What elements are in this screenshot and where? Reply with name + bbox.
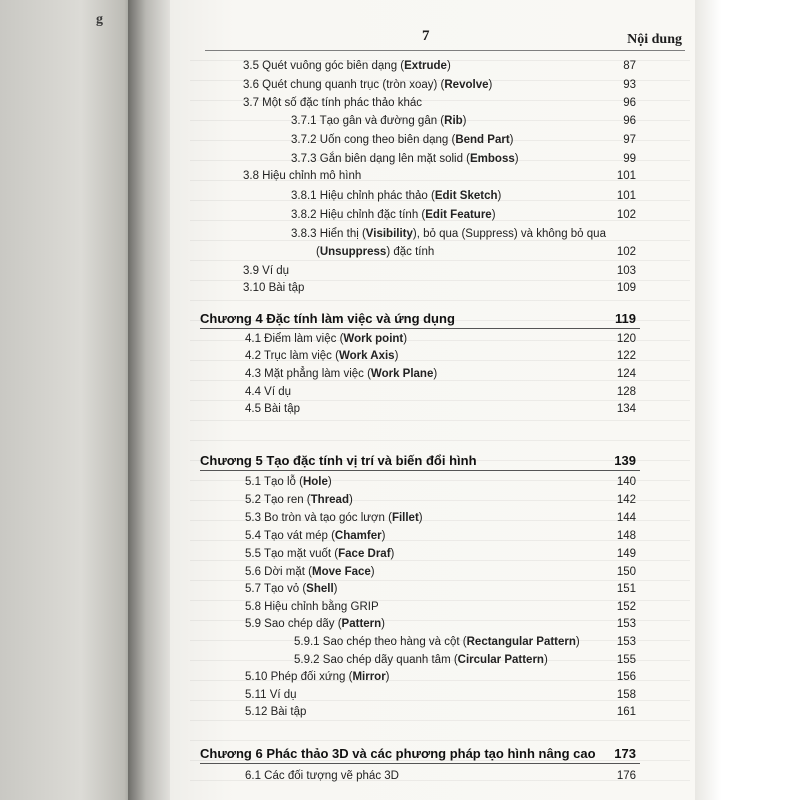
toc-page-number: 158 bbox=[616, 689, 636, 701]
page-edge bbox=[695, 0, 800, 800]
toc-page-number: 122 bbox=[616, 350, 636, 362]
toc-entry: 4.3 Mặt phẳng làm việc (Work Plane) bbox=[245, 368, 438, 380]
toc-entry: 5.12 Bài tập bbox=[245, 706, 307, 718]
toc-entry: 3.7.2 Uốn cong theo biên dạng (Bend Part) bbox=[291, 134, 514, 146]
header-rule bbox=[205, 50, 685, 51]
toc-entry: 4.4 Ví dụ bbox=[245, 386, 292, 398]
toc-entry: 5.9 Sao chép dãy (Pattern) bbox=[245, 618, 386, 630]
chapter-title: Chương 6 Phác thảo 3D và các phương pháp tạo hình nâng cao bbox=[200, 746, 596, 761]
toc-entry: 5.8 Hiệu chỉnh bằng GRIP bbox=[245, 601, 379, 613]
toc-entry: 3.8.1 Hiệu chỉnh phác thảo (Edit Sketch) bbox=[291, 190, 502, 202]
toc-page-number: 101 bbox=[616, 170, 636, 182]
toc-page-number: 128 bbox=[616, 386, 636, 398]
toc-entry: 3.9 Ví dụ bbox=[243, 265, 290, 277]
toc-page-number: 144 bbox=[616, 512, 636, 524]
chapter-page-number: 139 bbox=[614, 453, 636, 468]
toc-entry: 5.1 Tạo lỗ (Hole) bbox=[245, 476, 332, 488]
toc-page-number: 109 bbox=[616, 282, 636, 294]
toc-page-number: 148 bbox=[616, 530, 636, 542]
toc-page-number: 96 bbox=[623, 115, 636, 127]
toc-page-number: 150 bbox=[616, 566, 636, 578]
chapter-page-number: 173 bbox=[614, 746, 636, 761]
toc-entry: 5.9.1 Sao chép theo hàng và cột (Rectangular Pattern) bbox=[294, 636, 580, 648]
toc-page-number: 102 bbox=[616, 209, 636, 221]
toc-entry: 5.2 Tạo ren (Thread) bbox=[245, 494, 353, 506]
toc-page-number: 134 bbox=[616, 403, 636, 415]
toc-page-number: 120 bbox=[616, 333, 636, 345]
chapter-rule bbox=[200, 328, 640, 329]
toc-page-number: 87 bbox=[623, 60, 636, 72]
chapter-rule bbox=[200, 470, 640, 471]
toc-entry: 3.7.1 Tạo gân và đường gân (Rib) bbox=[291, 115, 467, 127]
toc-entry: 5.5 Tạo mặt vuốt (Face Draf) bbox=[245, 548, 395, 560]
toc-entry: 3.7.3 Gắn biên dạng lên mặt solid (Emboss) bbox=[291, 153, 519, 165]
toc-page-number: 102 bbox=[616, 246, 636, 258]
toc-page-number: 149 bbox=[616, 548, 636, 560]
toc-page-number: 97 bbox=[623, 134, 636, 146]
toc-entry: 4.5 Bài tập bbox=[245, 403, 300, 415]
page-header-title: Nội dung bbox=[627, 32, 682, 47]
chapter-title: Chương 5 Tạo đặc tính vị trí và biến đổi hình bbox=[200, 453, 477, 468]
toc-entry: 5.3 Bo tròn và tạo góc lượn (Fillet) bbox=[245, 512, 423, 524]
toc-entry: 4.1 Điểm làm việc (Work point) bbox=[245, 333, 408, 345]
toc-page-number: 153 bbox=[616, 636, 636, 648]
chapter-title: Chương 4 Đặc tính làm việc và ứng dụng bbox=[200, 311, 455, 326]
toc-page-number: 155 bbox=[616, 654, 636, 666]
toc-entry: 3.8.2 Hiệu chỉnh đặc tính (Edit Feature) bbox=[291, 209, 496, 221]
toc-entry: 5.9.2 Sao chép dãy quanh tâm (Circular Pattern) bbox=[294, 654, 548, 666]
toc-page-number: 152 bbox=[616, 601, 636, 613]
toc-entry: 3.6 Quét chung quanh trục (tròn xoay) (Revolve) bbox=[243, 79, 493, 91]
toc-entry: 3.10 Bài tập bbox=[243, 282, 305, 294]
toc-page-number: 103 bbox=[616, 265, 636, 277]
toc-entry: 5.11 Ví dụ bbox=[245, 689, 297, 701]
toc-page-number: 124 bbox=[616, 368, 636, 380]
toc-entry: 5.7 Tạo vỏ (Shell) bbox=[245, 583, 338, 595]
toc-entry: (Unsuppress) đặc tính bbox=[316, 246, 435, 258]
toc-entry: 3.8 Hiệu chỉnh mô hình bbox=[243, 170, 362, 182]
left-page bbox=[0, 0, 135, 800]
toc-entry: 3.7 Một số đặc tính phác thảo khác bbox=[243, 97, 423, 109]
toc-entry: 3.8.3 Hiển thị (Visibility), bỏ qua (Suppress) và không bỏ qua bbox=[291, 228, 606, 240]
page-number: 7 bbox=[422, 28, 430, 44]
toc-page-number: 99 bbox=[623, 153, 636, 165]
toc-entry: 5.6 Dời mặt (Move Face) bbox=[245, 566, 375, 578]
toc-page-number: 176 bbox=[616, 770, 636, 782]
toc-entry: 5.10 Phép đối xứng (Mirror) bbox=[245, 671, 390, 683]
left-page-corner-text: g bbox=[96, 12, 103, 27]
toc-entry: 4.2 Trục làm việc (Work Axis) bbox=[245, 350, 399, 362]
toc-entry: 5.4 Tạo vát mép (Chamfer) bbox=[245, 530, 386, 542]
toc-entry: 6.1 Các đối tượng vẽ phác 3D bbox=[245, 770, 399, 782]
toc-page-number: 93 bbox=[623, 79, 636, 91]
toc-entry: 3.5 Quét vuông góc biên dạng (Extrude) bbox=[243, 60, 451, 72]
toc-page-number: 96 bbox=[623, 97, 636, 109]
chapter-rule bbox=[200, 763, 640, 764]
chapter-page-number: 119 bbox=[615, 311, 636, 326]
toc-page-number: 151 bbox=[616, 583, 636, 595]
toc-page-number: 140 bbox=[616, 476, 636, 488]
toc-page-number: 161 bbox=[616, 706, 636, 718]
toc-page-number: 101 bbox=[616, 190, 636, 202]
toc-page-number: 142 bbox=[616, 494, 636, 506]
toc-page-number: 156 bbox=[616, 671, 636, 683]
toc-page-number: 153 bbox=[616, 618, 636, 630]
